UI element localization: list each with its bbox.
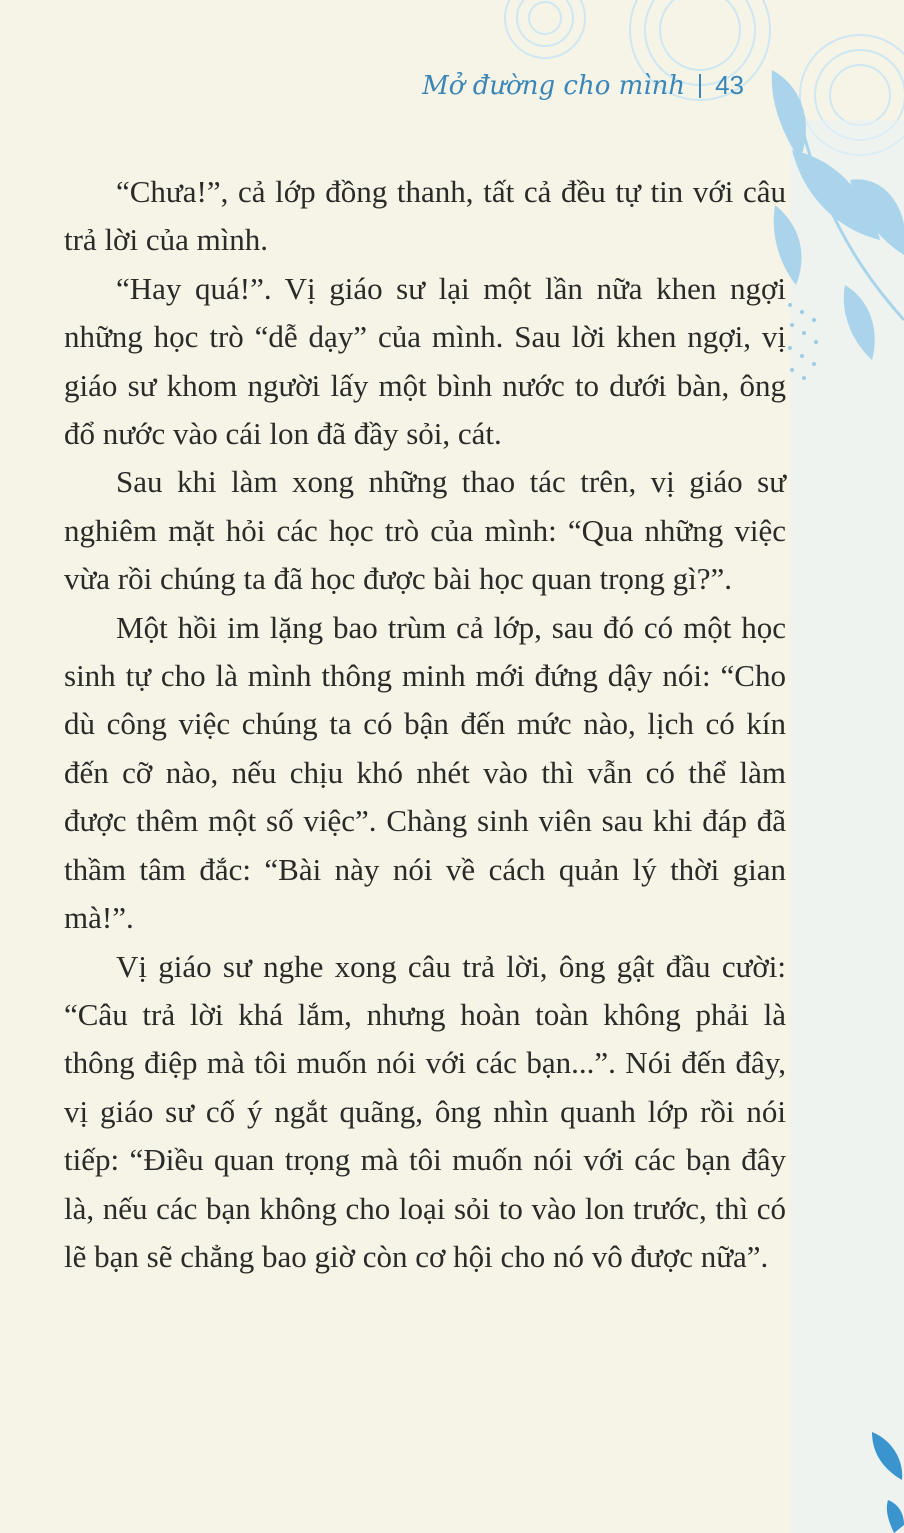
header-divider xyxy=(699,74,701,98)
paragraph: “Hay quá!”. Vị giáo sư lại một lần nữa khen ngợi những học trò “dễ dạy” của mình. Sau lời khen ngợi, vị giáo sư khom người lấy một bình nước to dưới bàn, ông đổ nước vào cái lon đã đầy sỏi, cát. xyxy=(64,270,786,452)
running-header xyxy=(422,70,744,101)
paragraph: “Chưa!”, cả lớp đồng thanh, tất cả đều tự tin với câu trả lời của mình. xyxy=(64,174,786,258)
paragraph: Vị giáo sư nghe xong câu trả lời, ông gật đầu cười: “Câu trả lời khá lắm, nhưng hoàn toàn không phải là thông điệp mà tôi muốn nói với các bạn...”. Nói đến đây, vị giáo sư cố ý ngắt quãng, ông nhìn quanh lớp rồi nói tiếp: “Điều quan trọng mà tôi muốn nói với các bạn đây là, nếu các bạn không cho loại sỏi to vào lon trước, thì có lẽ bạn sẽ chẳng bao giờ còn cơ hội cho nó vô được nữa”. xyxy=(64,948,786,1274)
page-number: 43 xyxy=(715,70,744,100)
paragraph: Sau khi làm xong những thao tác trên, vị giáo sư nghiêm mặt hỏi các học trò của mình: “Qua những việc vừa rồi chúng ta đã học được bài học quan trọng gì?”. xyxy=(64,464,786,597)
paragraph: Một hồi im lặng bao trùm cả lớp, sau đó có một học sinh tự cho là mình thông minh mới đứng dậy nói: “Cho dù công việc chúng ta có bận đến mức nào, lịch có kín đến cỡ nào, nếu chịu khó nhét vào thì vẫn có thể làm được thêm một số việc”. Chàng sinh viên sau khi đáp đã thầm tâm đắc: “Bài này nói về cách quản lý thời gian mà!”. xyxy=(64,609,786,936)
page-body-text xyxy=(64,168,786,1281)
running-title: Mở đường cho mình xyxy=(422,70,686,101)
